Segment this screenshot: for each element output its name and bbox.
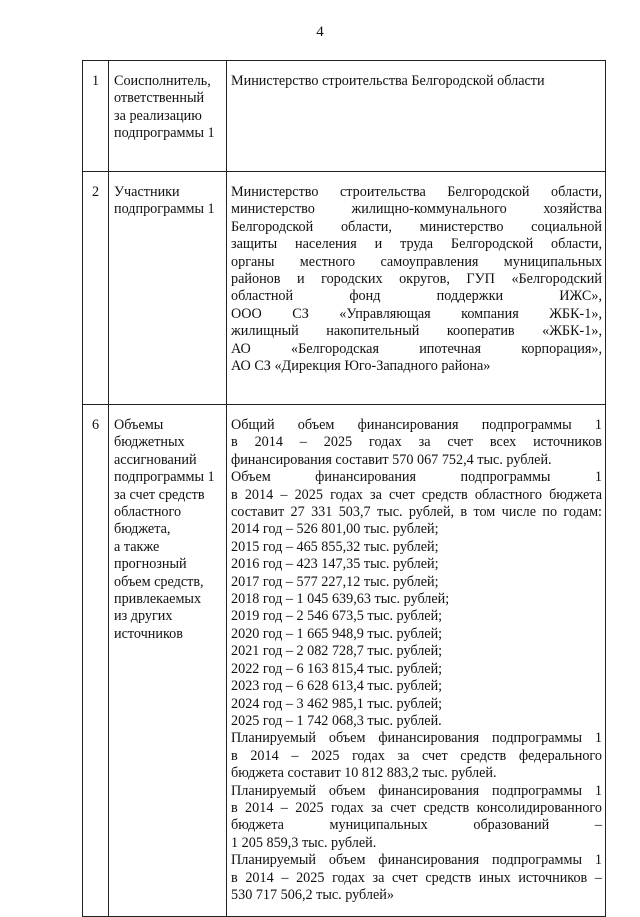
content-line: финансирования составит 570 067 752,4 тыс. рублей. xyxy=(231,451,552,468)
content-line: 2020 год – 1 665 948,9 тыс. рублей; xyxy=(231,625,443,642)
content-line: 1 205 859,3 тыс. рублей. xyxy=(231,834,377,851)
row-number: 6 xyxy=(83,405,109,917)
content-line: 2016 год – 423 147,35 тыс. рублей; xyxy=(231,556,439,573)
content-line: АО СЗ «Дирекция Юго-Западного района» xyxy=(231,358,491,375)
row-content xyxy=(227,61,606,172)
content-line: 2019 год – 2 546 673,5 тыс. рублей; xyxy=(231,608,443,625)
row-label-cell xyxy=(109,405,227,917)
table-row xyxy=(83,172,606,405)
row-label-cell xyxy=(109,61,227,172)
content-line: в 2014 – 2025 годах за счет средств областного бюджета xyxy=(231,486,602,503)
content-line: 530 717 506,2 тыс. рублей» xyxy=(231,886,394,903)
content-line: Министерство строительства Белгородской области, xyxy=(231,184,602,200)
table-row xyxy=(83,61,606,172)
row-number: 2 xyxy=(83,172,109,405)
content-line: АО «Белгородская ипотечная корпорация», xyxy=(231,340,602,357)
content-line: бюджета муниципальных образований – xyxy=(231,817,602,834)
content-line: органы местного самоуправления муниципальных xyxy=(231,253,602,270)
content-line: составит 27 331 503,7 тыс. рублей, в том числе по годам: xyxy=(231,504,602,521)
content-line: 2022 год – 6 163 815,4 тыс. рублей; xyxy=(231,660,443,677)
content-line: 2023 год – 6 628 613,4 тыс. рублей; xyxy=(231,678,443,695)
row-label: Участники подпрограммы 1 xyxy=(114,184,215,218)
content-line: в 2014 – 2025 годах за счет средств консолидированного xyxy=(231,799,602,816)
content-line: областной фонд поддержки ИЖС», xyxy=(231,288,602,305)
content-line: 2018 год – 1 045 639,63 тыс. рублей; xyxy=(231,591,450,608)
content-line: 2014 год – 526 801,00 тыс. рублей; xyxy=(231,521,439,538)
content-line: министерство жилищно-коммунального хозяйства xyxy=(231,201,602,218)
content-line: 2025 год – 1 742 068,3 тыс. рублей. xyxy=(231,712,442,729)
table-row xyxy=(83,405,606,917)
page-number: 4 xyxy=(316,24,324,40)
content-line: Объем финансирования подпрограммы 1 xyxy=(231,469,602,486)
content-line: Планируемый объем финансирования подпрограммы 1 xyxy=(231,782,602,799)
row-label: Соисполнитель, ответственный за реализацию подпрограммы 1 xyxy=(114,73,215,142)
content-line: в 2014 – 2025 годах за счет средств федерального xyxy=(231,747,602,764)
content-line: ООО СЗ «Управляющая компания ЖБК-1», xyxy=(231,305,602,322)
content-line: в 2014 – 2025 годах за счет всех источников xyxy=(231,434,602,451)
content-line: районов и городских округов, ГУП «Белгородский xyxy=(231,271,602,288)
content-line: бюджета составит 10 812 883,2 тыс. рублей. xyxy=(231,765,497,782)
content-line: жилищный накопительный кооператив «ЖБК-1», xyxy=(231,323,602,340)
content-line: 2017 год – 577 227,12 тыс. рублей; xyxy=(231,573,439,590)
content-line: 2015 год – 465 855,32 тыс. рублей; xyxy=(231,538,439,555)
content-line: Белгородской области, министерство социальной xyxy=(231,218,602,235)
row-content xyxy=(227,405,606,917)
passport-table xyxy=(82,60,606,917)
content-line: в 2014 – 2025 годах за счет средств иных источников – xyxy=(231,869,602,886)
row-content xyxy=(227,172,606,405)
row-label-cell xyxy=(109,172,227,405)
content-line: Общий объем финансирования подпрограммы 1 xyxy=(231,417,602,433)
content-line: Планируемый объем финансирования подпрограммы 1 xyxy=(231,730,602,747)
content-line: 2021 год – 2 082 728,7 тыс. рублей; xyxy=(231,643,443,660)
content-line: 2024 год – 3 462 985,1 тыс. рублей; xyxy=(231,695,443,712)
content-line: Планируемый объем финансирования подпрограммы 1 xyxy=(231,852,602,869)
content-line: защиты населения и труда Белгородской области, xyxy=(231,236,602,253)
content-line: Министерство строительства Белгородской области xyxy=(231,73,545,89)
row-number: 1 xyxy=(83,61,109,172)
row-label: Объемы бюджетных ассигнований подпрограммы 1 за счет средств областного бюджета, а также прогнозный объем средств, привлекаемых из других источников xyxy=(114,417,215,642)
